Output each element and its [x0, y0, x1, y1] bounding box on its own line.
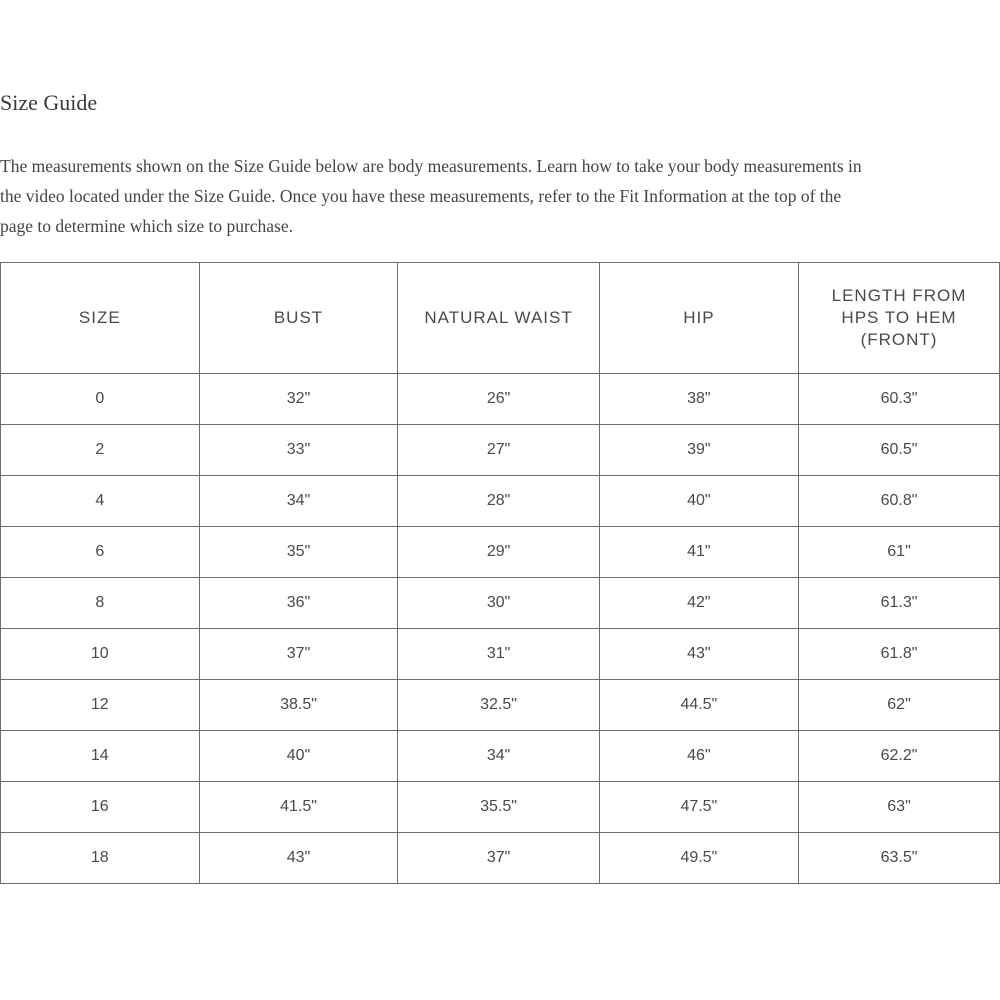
table-row — [1, 578, 1000, 629]
table-row — [1, 374, 1000, 425]
cell-size: 4 — [1, 476, 200, 527]
cell-natural-waist: 26" — [398, 374, 599, 425]
cell-hip: 46" — [599, 731, 798, 782]
cell-hip: 47.5" — [599, 782, 798, 833]
cell-natural-waist: 35.5" — [398, 782, 599, 833]
cell-size: 6 — [1, 527, 200, 578]
cell-hip: 49.5" — [599, 833, 798, 884]
cell-bust: 32" — [199, 374, 398, 425]
cell-bust: 40" — [199, 731, 398, 782]
cell-natural-waist: 31" — [398, 629, 599, 680]
cell-bust: 34" — [199, 476, 398, 527]
table-header-row — [1, 263, 1000, 374]
header-hip: HIP — [599, 263, 798, 374]
cell-bust: 36" — [199, 578, 398, 629]
cell-size: 16 — [1, 782, 200, 833]
cell-length: 62" — [799, 680, 1000, 731]
header-bust: BUST — [199, 263, 398, 374]
cell-natural-waist: 37" — [398, 833, 599, 884]
cell-natural-waist: 32.5" — [398, 680, 599, 731]
cell-size: 12 — [1, 680, 200, 731]
cell-size: 18 — [1, 833, 200, 884]
size-chart-table — [0, 262, 1000, 884]
table-row — [1, 527, 1000, 578]
table-row — [1, 476, 1000, 527]
cell-hip: 38" — [599, 374, 798, 425]
cell-hip: 40" — [599, 476, 798, 527]
cell-length: 61" — [799, 527, 1000, 578]
header-length: LENGTH FROM HPS TO HEM (FRONT) — [799, 263, 1000, 374]
cell-size: 14 — [1, 731, 200, 782]
header-natural-waist: NATURAL WAIST — [398, 263, 599, 374]
cell-length: 62.2" — [799, 731, 1000, 782]
cell-bust: 33" — [199, 425, 398, 476]
cell-length: 63.5" — [799, 833, 1000, 884]
intro-line: page to determine which size to purchase. — [0, 216, 294, 236]
cell-size: 2 — [1, 425, 200, 476]
cell-length: 61.8" — [799, 629, 1000, 680]
cell-size: 8 — [1, 578, 200, 629]
cell-bust: 35" — [199, 527, 398, 578]
cell-length: 60.5" — [799, 425, 1000, 476]
table-row — [1, 782, 1000, 833]
cell-bust: 38.5" — [199, 680, 398, 731]
table-row — [1, 629, 1000, 680]
header-size: SIZE — [1, 263, 200, 374]
cell-length: 60.8" — [799, 476, 1000, 527]
cell-natural-waist: 29" — [398, 527, 599, 578]
cell-bust: 41.5" — [199, 782, 398, 833]
cell-hip: 39" — [599, 425, 798, 476]
cell-size: 0 — [1, 374, 200, 425]
cell-bust: 43" — [199, 833, 398, 884]
cell-natural-waist: 28" — [398, 476, 599, 527]
table-row — [1, 425, 1000, 476]
intro-line: the video located under the Size Guide. Once you have these measurements, refer to the Fit Information at the top of the — [0, 186, 842, 206]
table-row — [1, 731, 1000, 782]
table-row — [1, 680, 1000, 731]
intro-paragraph — [0, 151, 1000, 241]
cell-natural-waist: 30" — [398, 578, 599, 629]
cell-length: 60.3" — [799, 374, 1000, 425]
cell-hip: 43" — [599, 629, 798, 680]
cell-length: 63" — [799, 782, 1000, 833]
table-row — [1, 833, 1000, 884]
cell-natural-waist: 34" — [398, 731, 599, 782]
table-body — [1, 374, 1000, 884]
cell-natural-waist: 27" — [398, 425, 599, 476]
cell-size: 10 — [1, 629, 200, 680]
cell-hip: 41" — [599, 527, 798, 578]
cell-hip: 44.5" — [599, 680, 798, 731]
intro-line: The measurements shown on the Size Guide below are body measurements. Learn how to take your body measurements in — [0, 156, 862, 176]
cell-bust: 37" — [199, 629, 398, 680]
cell-hip: 42" — [599, 578, 798, 629]
cell-length: 61.3" — [799, 578, 1000, 629]
page-title: Size Guide — [0, 90, 98, 115]
